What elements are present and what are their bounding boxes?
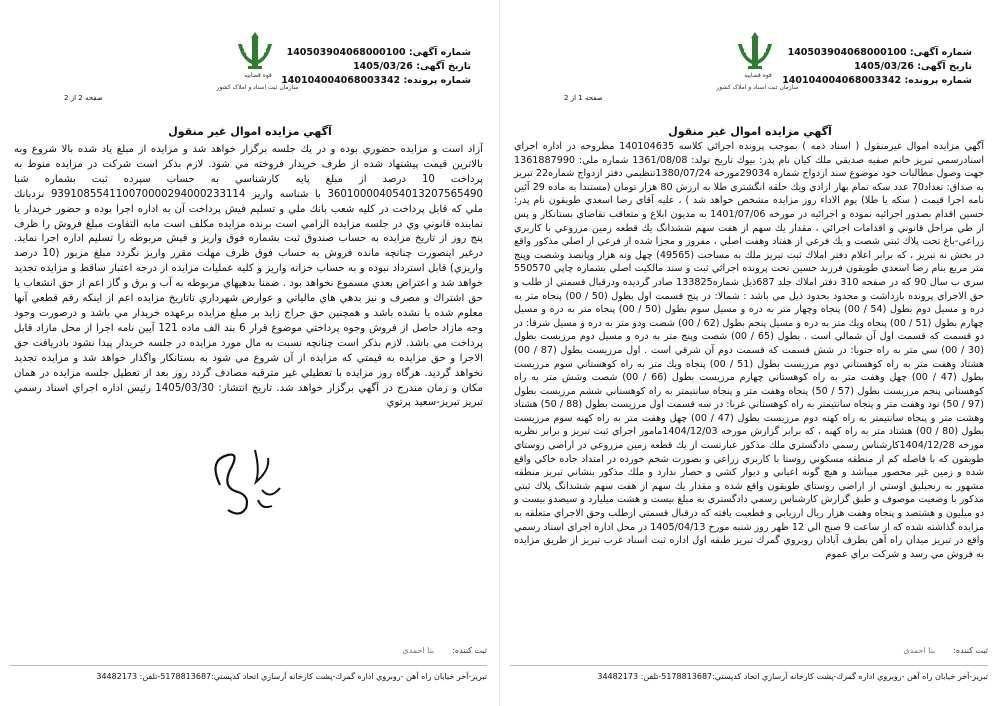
page-number: صفحه 2 از 2 [64, 94, 103, 102]
logo-caption: قوه قضاییه [244, 72, 272, 79]
document-title: آگهي مزايده اموال غير منقول [668, 125, 832, 138]
document-title: آگهي مزايده اموال غير منقول [168, 125, 332, 138]
registered-by [510, 646, 988, 655]
body-text: آگهي مزايده اموال غيرمنقول ( اسناد ذمه ) بموجب پرونده اجرائي كلاسه 140104635 مطروحه در اداره اجراي اسنادرسمي تبريز خانم صفيه صديقي ملك كيان نام پدر: بيوك تاريخ تولد: 1361/08/08 شماره ملي: 1361887990 جهت وصول مطالبات خود موضوع سند ازدواج شماره 29034مورخه 1380/07/24تنظيمي دفتر ازدواج شماره22 تبريز به صداق: تعداد70 عدد سكه تمام بهار ازادي ويك حلقه انگشتري طلا به ارزش 80 هزار تومان (مستندا به ماده 29 آئين نامه اجرا قيمت ( سكه يا طلا) يوم الاداء روز مزايده مشخص خواهد شد ) ، عليه آقاي رضا اسعدي طويقون نام پدر: حسين اقدام بصدور اجرائيه نموده و اجرائيه در مورخه 1401/07/06 به مديون ابلاغ و متعاقب تقاضاي بستانكار و پس از طي مراحل قانوني و اقدامات اجرائي ، مقدار يك سهم از هفت سهم ششدانگ يك قطعه زمين مزروعي با كاربري زراعي-باغ تحت پلاك ثبتي شصت و يك فرعي از هفتاد وهفت اصلي ، مفروز و مجزا شده از فرعي از اصلي مذكور واقع در بخش نه تبريز ، كه برابر اعلام دفتر املاك ثبت تبريز ملك به مساحت (49565) چهل ونه هزار وپانصد وشصت وپنج متر مربع بنام رضا اسعدي طويقون فرزند حسين تحت پرونده اجرائي ثبت و سند مالكيت اصلي بشماره چاپي 550570 سري ب سال 90 كه در صفحه 310 دفتر املاك جلد 687ذيل شماره133825 صادر گرديده ودرقبال قسمتي از طلب و حق الاجراي پرونده بازداشت و محدود بحدود ذيل مي باشد : شمالا: در پنج قسمت اول بطول (50 / 00) پنجاه متر به دره و مسيل دوم بطول (54 / 00) پنجاه وچهار متر به دره و مسيل سوم بطول (50 / 00) پنجاه متر به دره و مسيل چهارم بطول (51 / 00) پنجاه ويك متر به دره و مسيل پنجم بطول (62 / 00) شصت ودو متر به دره و مسيل شرقا: در دو قسمت كه قسمت اول آن شمالي است . بطول (65 / 00) شصت وپنج متر به دره و مسيل دوم مرزيست بطول (30 / 00) سي متر به راه جنوبا: در شش قسمت كه قسمت دوم آن شرقي است . اول مرزيست بطول (87 / 00) هشتاد وهفت متر به راه كوهستاني دوم مرزيست بطول (51 / 00) پنجاه ويك متر به راه كوهستاني سوم مرزيست بطول (47 / 00) چهل وهفت متر به راه كوهستاني چهارم مرزيست بطول (66 / 00) شصت وشش متر به راه كوهستاني پنجم مرزيست بطول (57 / 50) پنجاه وهفت متر و پنجاه سانتيمتر به راه كوهستاني ششم مرزيست بطول (97 / 50) نود وهفت متر و پنجاه سانتيمتر به راه كوهستاني غربا: در سه قسمت اول مرزيست بطول (88 / 50) هشتاد وهشت متر و پنجاه سانتيمتر به راه كهنه دوم مرزيست بطول (47 / 00) چهل وهفت متر به راه كهنه سوم مرزيست بطول (80 / 00) هشتاد متر به راه كهنه ، كه برابر گزارش مورخه 1404/12/03مامور اجراي ثبت تبريز و برابر نظريه مورخه 1404/12/28كارشناس رسمي دادگستري ملك مذكور عبارتست از يك قطعه زمين مزروعي در اراضي روستاي طويقون كه با فاصله كم از منطقه مسكوني روستا با كاربري زراعي و بصورت شخم خورده در امتداد جاده خاكي واقع شده و زمين غير محصور ميباشد و هيچ گونه اعياني و ديوار كشي و حصار ندارد و ملك مذكور بنشاني تبريز منطقه مشهور به زنجيليق اوستي از اراضي روستاي طويقون واقع شده و مقدار يك سهم از هفت سهم ششدانگ پلاك ثبتي مذكور با وضعيت موصوف و طبق گزارش كارشناس رسمي دادگستري به مبلغ بيست و هشت ميليارد و سيصدو بيست و دو ميليون و هشتصد و پنجاه وهفت هزار ريال ارزيابي و قطعيت يافته كه درقبال قسمتي ازطلب وحق الاجراي متعلقه به مزايده گذاشته شده كه از ساعت 9 صبح الي 12 ظهر روز شنبه مورخ 1405/04/13 در محل اداره اجراي اسناد رسمي واقع در تبريز ميدان راه آهن بطرف آبادان روبروي گمرك تبريز طبقه اول اداره ثبت اسناد غرب تبريز از طريق مزايده به فروش مي رسد و شركت براي عموم [514, 141, 985, 560]
footer [510, 646, 988, 681]
document-meta [281, 46, 471, 88]
page-number: صفحه 1 از 2 [564, 94, 603, 102]
file-number: شماره پرونده: 140104004068003342 [281, 75, 471, 86]
file-number: شماره پرونده: 140104004068003342 [782, 75, 972, 86]
ad-date: تاریخ آگهی: 1405/03/26 [854, 61, 972, 72]
document-body [514, 140, 984, 561]
ad-date: تاریخ آگهی: 1405/03/26 [353, 61, 471, 72]
body-text: آزاد است و مزايده حضوري بوده و در يك جلسه برگزار خواهد شد و مزايده از مبلغ ياد شده بالا شروع وبه بالاترين قيمت پيشنهاد شده از طرف خريدار فروخته مي شود. لازم بذكر است شركت در مزايده منوط به پرداخت 10 درصد از مبلغ پايه كارشناسي به حساب سپرده ثبت بشماره شبا 360100004054013207565490 با شناسه واريز 939108554110070000294000233114 نزدبانك ملي كه قابل پرداخت در كليه شعب بانك ملي و تسليم فيش پرداخت آن به اداره اجرا بوده و حضور خريدار يا نماينده قانوني وي در جلسه مزايده الزامي است برنده مزايده مكلف است مابه التفاوت مبلغ فروش را ظرف پنج روز از تاريخ مزايده به حساب صندوق ثبت بشماره فوق واريز و فيش مربوطه را تسليم اداره اجرا نمايد. درغير اينصورت چنانچه مانده فروش به حساب فوق ظرف مهلت مقرر واريز نگردد مبلغ مزبور (10 درصد واريزي) قابل استرداد نبوده و به حساب خزانه واريز و كليه عمليات مزايده از درجه اعتبار ساقط و مزايده تجديد خواهد شد و اعتراض بعدي مسموع نخواهد بود . ضمنا بدهيهاي مربوطه به آب و برق و گاز اعم از حق انشعاب يا حق اشتراك و مصرف و نيز بدهي هاي مالياتي و عوارض شهرداري تاتاريخ مزايده اعم از اينكه رقم قطعي آنها معلوم شده يا نشده باشد و همچنين حق حراج زايد بر مبلغ مزايده برعهده خريدار مي باشد و درصورت وجود وجه مازاد حاصل از فروش وجوه پرداختي موضوع قرار 6 بند الف ماده 121 آيين نامه اجرا از محل مازاد قابل پرداخت مي باشد. لازم بذكر است چنانچه نسبت به مال مورد مزايده در جلسه خريدار پيدا نشود بادريافت حق الاجرا و حق مزايده به قيمتي كه مزايده از آن شروع مي شود به بستانكار واگذار خواهد شد و مزايده تجديد نخواهد گرديد. هرگاه روز مزايده با تعطيلي غير مترقبه مصادف گردد روز بعد از تعطيل جلسه مزايده در همان مكان و زمان مندرج در آگهي برگزار خواهد شد. تاريخ انتشار: 1405/03/30 رئيس اداره اجراي اسناد رسمي تبريز تبريز-سعيد پرتوي [14, 144, 484, 409]
page-right [500, 0, 1000, 706]
ad-number: شماره آگهی: 140503904068000100 [286, 47, 471, 58]
ad-number: شماره آگهی: 140503904068000100 [787, 47, 972, 58]
registered-by-label: ثبت کننده: [452, 646, 487, 655]
logo-caption: قوه قضاییه [744, 72, 772, 79]
office-address: تبريز-آخر خيابان راه آهن -روبروي اداره گمرك-پشت كارخانه آرسازي اتحاد كدپستي:5178813687-تلفن: 34482173 [597, 672, 988, 681]
registered-by-label: ثبت کننده: [953, 646, 988, 655]
registered-by [10, 646, 487, 655]
registered-by-name: بنا احمدی [402, 646, 435, 655]
organization-name: سازمان ثبت اسناد و املاک کشور [716, 84, 799, 91]
office-address: تبريز-آخر خيابان راه آهن -روبروي اداره گمرك-پشت كارخانه آرسازي اتحاد كدپستي:5178813687-تلفن: 34482173 [96, 672, 487, 681]
footer [10, 646, 487, 681]
footer-divider [10, 665, 487, 666]
document-meta [782, 46, 972, 88]
judiciary-emblem-icon [730, 30, 780, 90]
footer-divider [510, 665, 988, 666]
registered-by-name: بنا احمدی [903, 646, 936, 655]
organization-name: سازمان ثبت اسناد و املاک کشور [216, 84, 299, 91]
signature-icon [200, 430, 290, 520]
judiciary-emblem-icon [230, 30, 280, 90]
document-body [14, 143, 483, 411]
